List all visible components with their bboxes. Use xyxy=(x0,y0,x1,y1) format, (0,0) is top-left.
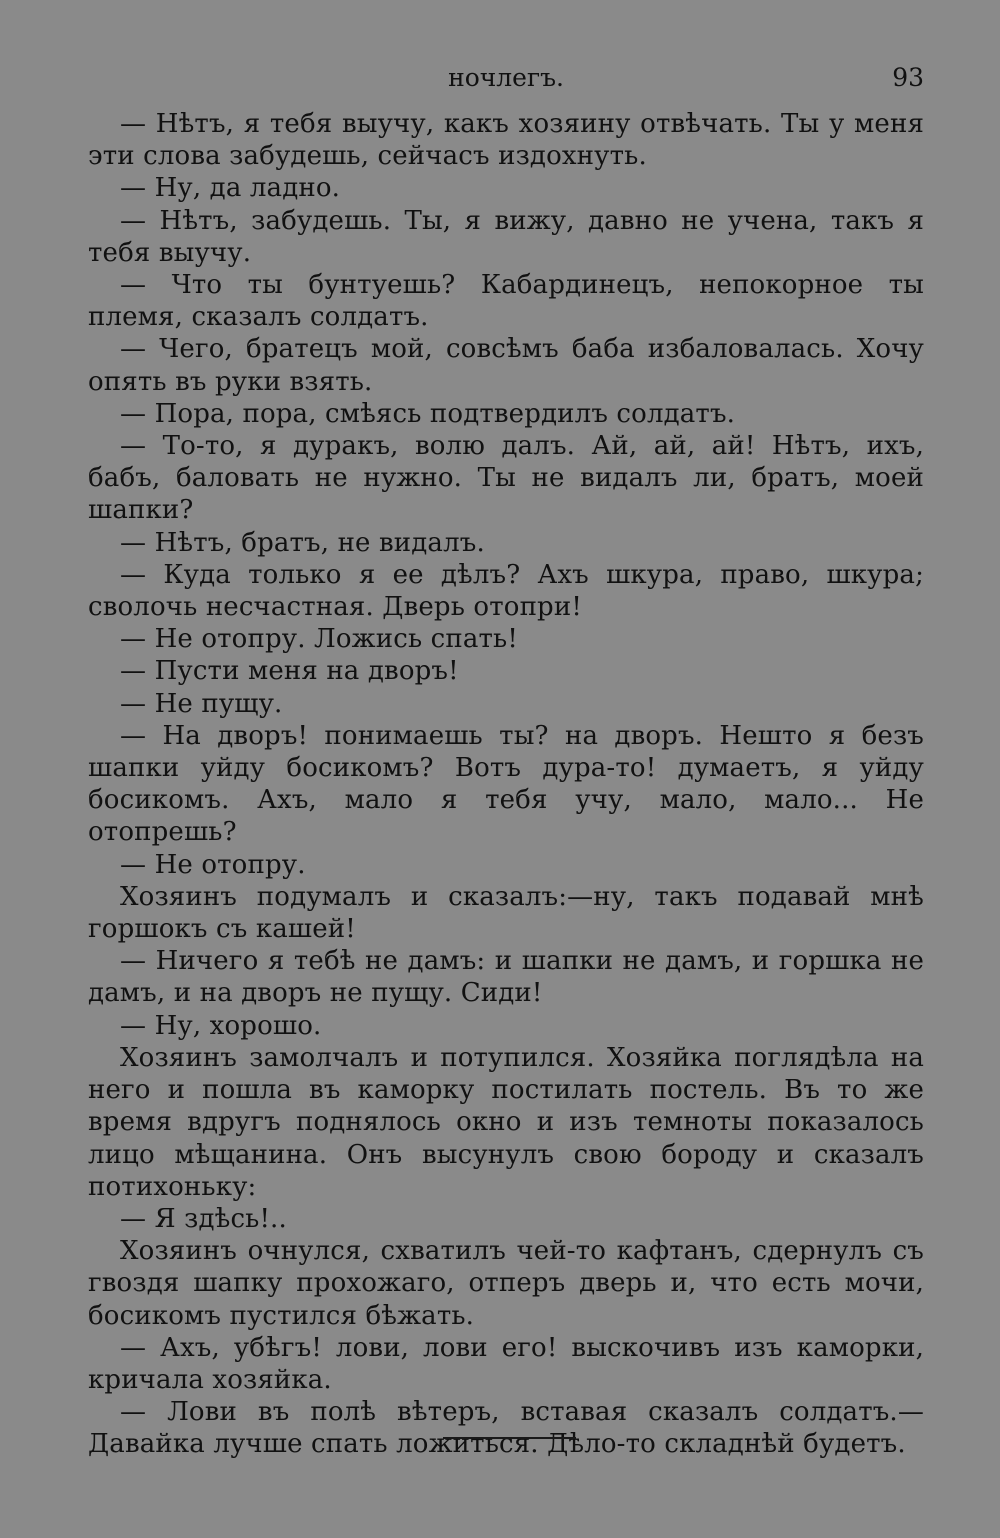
paragraph: — Чего, братецъ мой, совсѣмъ баба избаловалась. Хочу опять въ руки взять. xyxy=(88,334,924,397)
paragraph: Хозяинъ подумалъ и сказалъ:—ну, такъ подавай мнѣ горшокъ съ кашей! xyxy=(88,881,924,945)
paragraph: — Что ты бунтуешь? Кабардинецъ, непокорное ты племя, сказалъ солдатъ. xyxy=(88,270,924,333)
paragraph: — Ахъ, убѣгъ! лови, лови его! выскочивъ изъ каморки, кричала хозяйка. xyxy=(88,1332,924,1395)
paragraph: — Не пущу. xyxy=(120,688,283,719)
paragraph: — Ничего я тебѣ не дамъ: и шапки не дамъ, и горшка не дамъ, и на дворъ не пущу. Сиди! xyxy=(88,946,924,1009)
paragraph: — Пусти меня на дворъ! xyxy=(120,656,459,687)
paragraph: — Не отопру. Ложись спать! xyxy=(120,624,518,655)
paragraph: — Не отопру. xyxy=(120,849,306,880)
paragraph: — Ну, да ладно. xyxy=(120,173,341,204)
running-header xyxy=(88,60,924,100)
paragraph: — Лови въ полѣ вѣтеръ, вставая сказалъ солдатъ.—Давайка лучше спать ложиться. Дѣло-то складнѣй будетъ. xyxy=(88,1397,924,1460)
text-body xyxy=(88,108,924,1461)
paragraph: — Нѣтъ, братъ, не видалъ. xyxy=(120,527,485,558)
paragraph: — Я здѣсь!.. xyxy=(120,1203,287,1234)
page-number: 93 xyxy=(892,63,924,92)
paragraph: — Нѣтъ, забудешь. Ты, я вижу, давно не учена, такъ я тебя выучу. xyxy=(88,205,924,268)
paragraph: — Ну, хорошо. xyxy=(120,1010,322,1041)
paragraph: — Нѣтъ, я тебя выучу, какъ хозяину отвѣчать. Ты у меня эти слова забудешь, сейчасъ издохнуть. xyxy=(88,109,924,172)
paragraph: — То-то, я дуракъ, волю далъ. Ай, ай, ай! Нѣтъ, ихъ, бабъ, баловать не нужно. Ты не видалъ ли, братъ, моей шапки? xyxy=(88,431,924,526)
section-end-rule xyxy=(443,1437,576,1439)
paragraph: Хозяинъ замолчалъ и потупился. Хозяйка поглядѣла на него и пошла въ каморку постилать постель. Въ то же время вдругъ поднялось окно и изъ темноты показалось лицо мѣщанина. Онъ высунулъ свою бороду и сказалъ потихоньку: xyxy=(88,1042,924,1202)
paragraph: — На дворъ! понимаешь ты? на дворъ. Нешто я безъ шапки уйду босикомъ? Вотъ дура-то! думаетъ, я уйду босикомъ. Ахъ, мало я тебя учу, мало, мало... Не отопрешь? xyxy=(88,720,924,848)
paragraph: — Пора, пора, смѣясь подтвердилъ солдатъ. xyxy=(120,398,736,429)
paragraph: — Куда только я ее дѣлъ? Ахъ шкура, право, шкура; сволочь несчастная. Дверь отопри! xyxy=(88,559,924,623)
paragraph: Хозяинъ очнулся, схватилъ чей-то кафтанъ, сдернулъ съ гвоздя шапку прохожаго, отперъ дверь и, что есть мочи, босикомъ пустился бѣжать. xyxy=(88,1236,924,1331)
running-title: ночлегъ. xyxy=(448,63,564,92)
